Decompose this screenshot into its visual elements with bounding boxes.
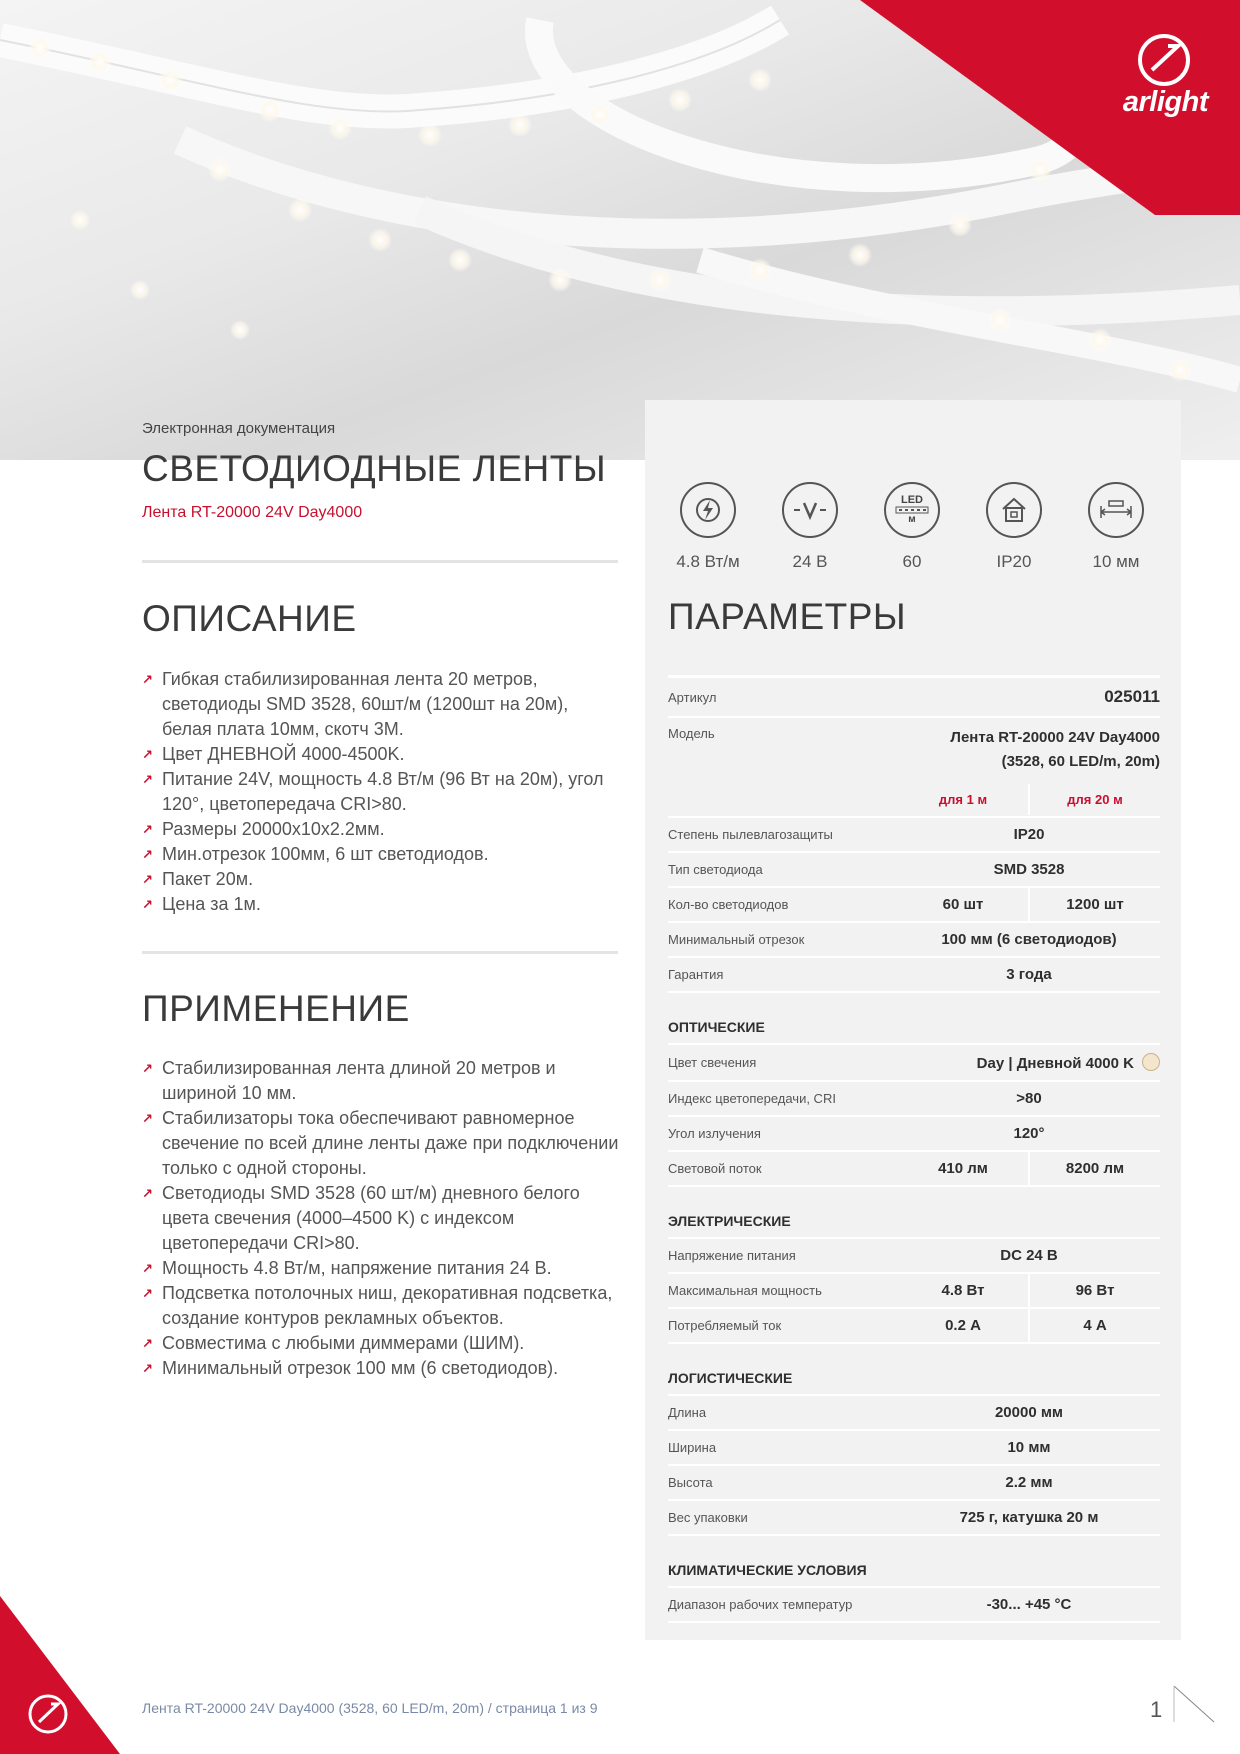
param-label: Тип светодиода bbox=[668, 862, 763, 877]
model-line-2: (3528, 60 LED/m, 20m) bbox=[1001, 753, 1160, 770]
width-icon bbox=[1088, 482, 1144, 538]
table-row bbox=[668, 1431, 1160, 1466]
brand-logo: arlight bbox=[1122, 86, 1208, 118]
divider bbox=[142, 951, 618, 954]
list-item: ↗ Мощность 4.8 Вт/м, напряжение питания 24 В. bbox=[142, 1256, 622, 1281]
param-value-20m: 1200 шт bbox=[1066, 896, 1124, 913]
table-row bbox=[668, 1045, 1160, 1082]
footer-text: Лента RT-20000 24V Day4000 (3528, 60 LED/m, 20m) / страница 1 из 9 bbox=[142, 1700, 598, 1716]
spec-power-value: 4.8 Вт/м bbox=[676, 552, 740, 571]
param-value: 3 года bbox=[1006, 966, 1052, 983]
table-row bbox=[668, 1501, 1160, 1536]
corner-line-decoration bbox=[1172, 1684, 1216, 1724]
param-value: 2.2 мм bbox=[1005, 1474, 1053, 1491]
param-label: Минимальный отрезок bbox=[668, 932, 805, 947]
hero-image bbox=[0, 0, 1240, 460]
param-value: 725 г, катушка 20 м bbox=[959, 1509, 1099, 1526]
param-split bbox=[898, 1274, 1160, 1307]
param-value: -30... +45 °C bbox=[986, 1596, 1072, 1613]
spec-led-count bbox=[866, 482, 958, 572]
color-swatch bbox=[1142, 1053, 1160, 1071]
spec-ip bbox=[968, 482, 1060, 572]
param-split bbox=[898, 1152, 1160, 1185]
table-row bbox=[668, 888, 1160, 923]
param-label: Вес упаковки bbox=[668, 1510, 748, 1525]
param-value: >80 bbox=[1016, 1090, 1042, 1107]
electric-heading: ЭЛЕКТРИЧЕСКИЕ bbox=[668, 1187, 1160, 1239]
param-value: IP20 bbox=[1013, 826, 1045, 843]
power-icon bbox=[680, 482, 736, 538]
params-heading: ПАРАМЕТРЫ bbox=[668, 596, 907, 637]
footer-logo-corner bbox=[0, 1596, 120, 1754]
table-row bbox=[668, 1309, 1160, 1344]
param-label: Степень пылевлагозащиты bbox=[668, 827, 833, 842]
param-value-1m: 0.2 А bbox=[898, 1309, 1030, 1342]
param-label: Индекс цветопередачи, CRI bbox=[668, 1091, 836, 1106]
param-value bbox=[898, 718, 1160, 782]
list-item: ↗ Светодиоды SMD 3528 (60 шт/м) дневного белого цвета свечения (4000–4500 K) с индексом цветопередачи CRI>80. bbox=[142, 1181, 622, 1256]
list-item: ↗ Подсветка потолочных ниш, декоративная подсветка, создание контуров рекламных объектов. bbox=[142, 1281, 622, 1331]
application-heading: ПРИМЕНЕНИЕ bbox=[142, 988, 410, 1029]
spec-ip-value: IP20 bbox=[996, 552, 1032, 571]
param-value-20m: 96 Вт bbox=[1075, 1282, 1115, 1299]
led-label: LED bbox=[901, 494, 923, 506]
col-20m-header: для 20 м bbox=[1067, 791, 1123, 807]
ip-house-icon bbox=[986, 482, 1042, 538]
description-heading: ОПИСАНИЕ bbox=[142, 598, 357, 639]
model-line-1: Лента RT-20000 24V Day4000 bbox=[950, 729, 1160, 746]
page-number: 1 bbox=[1150, 1697, 1163, 1722]
list-item: ↗ Питание 24V, мощность 4.8 Вт/м (96 Вт на 20м), угол 120°, цветопередача CRI>80. bbox=[142, 767, 622, 817]
doc-eyebrow: Электронная документация bbox=[142, 420, 336, 437]
param-label: Кол-во светодиодов bbox=[668, 897, 789, 912]
list-item: ↗ Размеры 20000x10x2.2мм. bbox=[142, 817, 622, 842]
list-item: ↗ Пакет 20м. bbox=[142, 867, 622, 892]
logistic-heading: ЛОГИСТИЧЕСКИЕ bbox=[668, 1344, 1160, 1396]
param-label: Высота bbox=[668, 1475, 713, 1490]
table-row bbox=[668, 1239, 1160, 1274]
param-value bbox=[898, 1045, 1160, 1080]
param-value: 025011 bbox=[1104, 687, 1160, 706]
table-row bbox=[668, 782, 1160, 818]
param-value: SMD 3528 bbox=[993, 861, 1065, 878]
param-label: Напряжение питания bbox=[668, 1248, 796, 1263]
color-value: Day | Дневной 4000 K bbox=[976, 1055, 1134, 1072]
column-headers bbox=[898, 784, 1160, 815]
list-item: ↗ Стабилизированная лента длиной 20 метров и шириной 10 мм. bbox=[142, 1056, 622, 1106]
table-row bbox=[668, 1588, 1160, 1623]
param-value-1m: 410 лм bbox=[898, 1152, 1030, 1185]
param-value: 120° bbox=[1013, 1125, 1045, 1142]
param-label: Потребляемый ток bbox=[668, 1318, 782, 1333]
application-list bbox=[142, 1056, 622, 1381]
description-list bbox=[142, 667, 622, 917]
param-split bbox=[898, 888, 1160, 921]
param-value-20m: 8200 лм bbox=[1065, 1160, 1125, 1177]
spec-voltage bbox=[764, 482, 856, 572]
table-row bbox=[668, 958, 1160, 993]
param-label: Ширина bbox=[668, 1440, 717, 1455]
table-row bbox=[668, 1152, 1160, 1187]
led-per-meter-icon bbox=[884, 482, 940, 538]
param-label: Максимальная мощность bbox=[668, 1283, 822, 1298]
meter-label: м bbox=[908, 514, 916, 525]
list-item: ↗ Совместима с любыми диммерами (ШИМ). bbox=[142, 1331, 622, 1356]
empty-cell bbox=[668, 791, 898, 807]
table-row bbox=[668, 1466, 1160, 1501]
param-value: 100 мм (6 светодиодов) bbox=[941, 931, 1117, 948]
brand-corner bbox=[860, 0, 1240, 215]
spec-width-value: 10 мм bbox=[1092, 552, 1140, 571]
param-value: 20000 мм bbox=[994, 1404, 1064, 1421]
product-subtitle: Лента RT-20000 24V Day4000 bbox=[142, 504, 363, 521]
param-value: DC 24 В bbox=[1000, 1247, 1058, 1264]
list-item: ↗ Цвет ДНЕВНОЙ 4000-4500K. bbox=[142, 742, 622, 767]
table-row bbox=[668, 818, 1160, 853]
param-value-1m: 4.8 Вт bbox=[898, 1274, 1030, 1307]
spec-width bbox=[1070, 482, 1162, 572]
list-item: ↗ Минимальный отрезок 100 мм (6 светодиодов). bbox=[142, 1356, 622, 1381]
col-1m-header: для 1 м bbox=[898, 784, 1030, 815]
list-item: ↗ Цена за 1м. bbox=[142, 892, 622, 917]
param-label: Длина bbox=[668, 1405, 707, 1420]
param-label: Модель bbox=[668, 726, 715, 741]
param-value-20m: 4 А bbox=[1083, 1317, 1107, 1334]
table-row bbox=[668, 1396, 1160, 1431]
table-row bbox=[668, 678, 1160, 718]
list-item: ↗ Стабилизаторы тока обеспечивают равномерное свечение по всей длине ленты даже при подключении только с одной стороны. bbox=[142, 1106, 622, 1181]
list-item: ↗ Мин.отрезок 100мм, 6 шт светодиодов. bbox=[142, 842, 622, 867]
list-item: ↗ Гибкая стабилизированная лента 20 метров, светодиоды SMD 3528, 60шт/м (1200шт на 20м), белая плата 10мм, скотч 3M. bbox=[142, 667, 622, 742]
voltage-icon bbox=[782, 482, 838, 538]
page-title: СВЕТОДИОДНЫЕ ЛЕНТЫ bbox=[142, 448, 607, 489]
param-label: Гарантия bbox=[668, 967, 724, 982]
param-label: Угол излучения bbox=[668, 1126, 761, 1141]
optical-heading: ОПТИЧЕСКИЕ bbox=[668, 993, 1160, 1045]
param-label: Световой поток bbox=[668, 1161, 762, 1176]
spec-icons bbox=[662, 482, 1162, 572]
spec-power bbox=[662, 482, 754, 572]
table-row bbox=[668, 1082, 1160, 1117]
spec-voltage-value: 24 В bbox=[792, 552, 828, 571]
param-value-1m: 60 шт bbox=[898, 888, 1030, 921]
table-row bbox=[668, 853, 1160, 888]
table-row bbox=[668, 718, 1160, 782]
spec-led-count-value: 60 bbox=[902, 552, 922, 571]
divider bbox=[142, 560, 618, 563]
param-split bbox=[898, 1309, 1160, 1342]
param-label: Артикул bbox=[668, 689, 717, 705]
param-value: 10 мм bbox=[1007, 1439, 1051, 1456]
table-row bbox=[668, 1274, 1160, 1309]
table-row bbox=[668, 923, 1160, 958]
table-row bbox=[668, 1117, 1160, 1152]
param-label: Цвет свечения bbox=[668, 1055, 757, 1070]
param-label: Диапазон рабочих температур bbox=[668, 1597, 853, 1612]
params-table bbox=[668, 675, 1160, 1623]
climate-heading: КЛИМАТИЧЕСКИЕ УСЛОВИЯ bbox=[668, 1536, 1160, 1588]
